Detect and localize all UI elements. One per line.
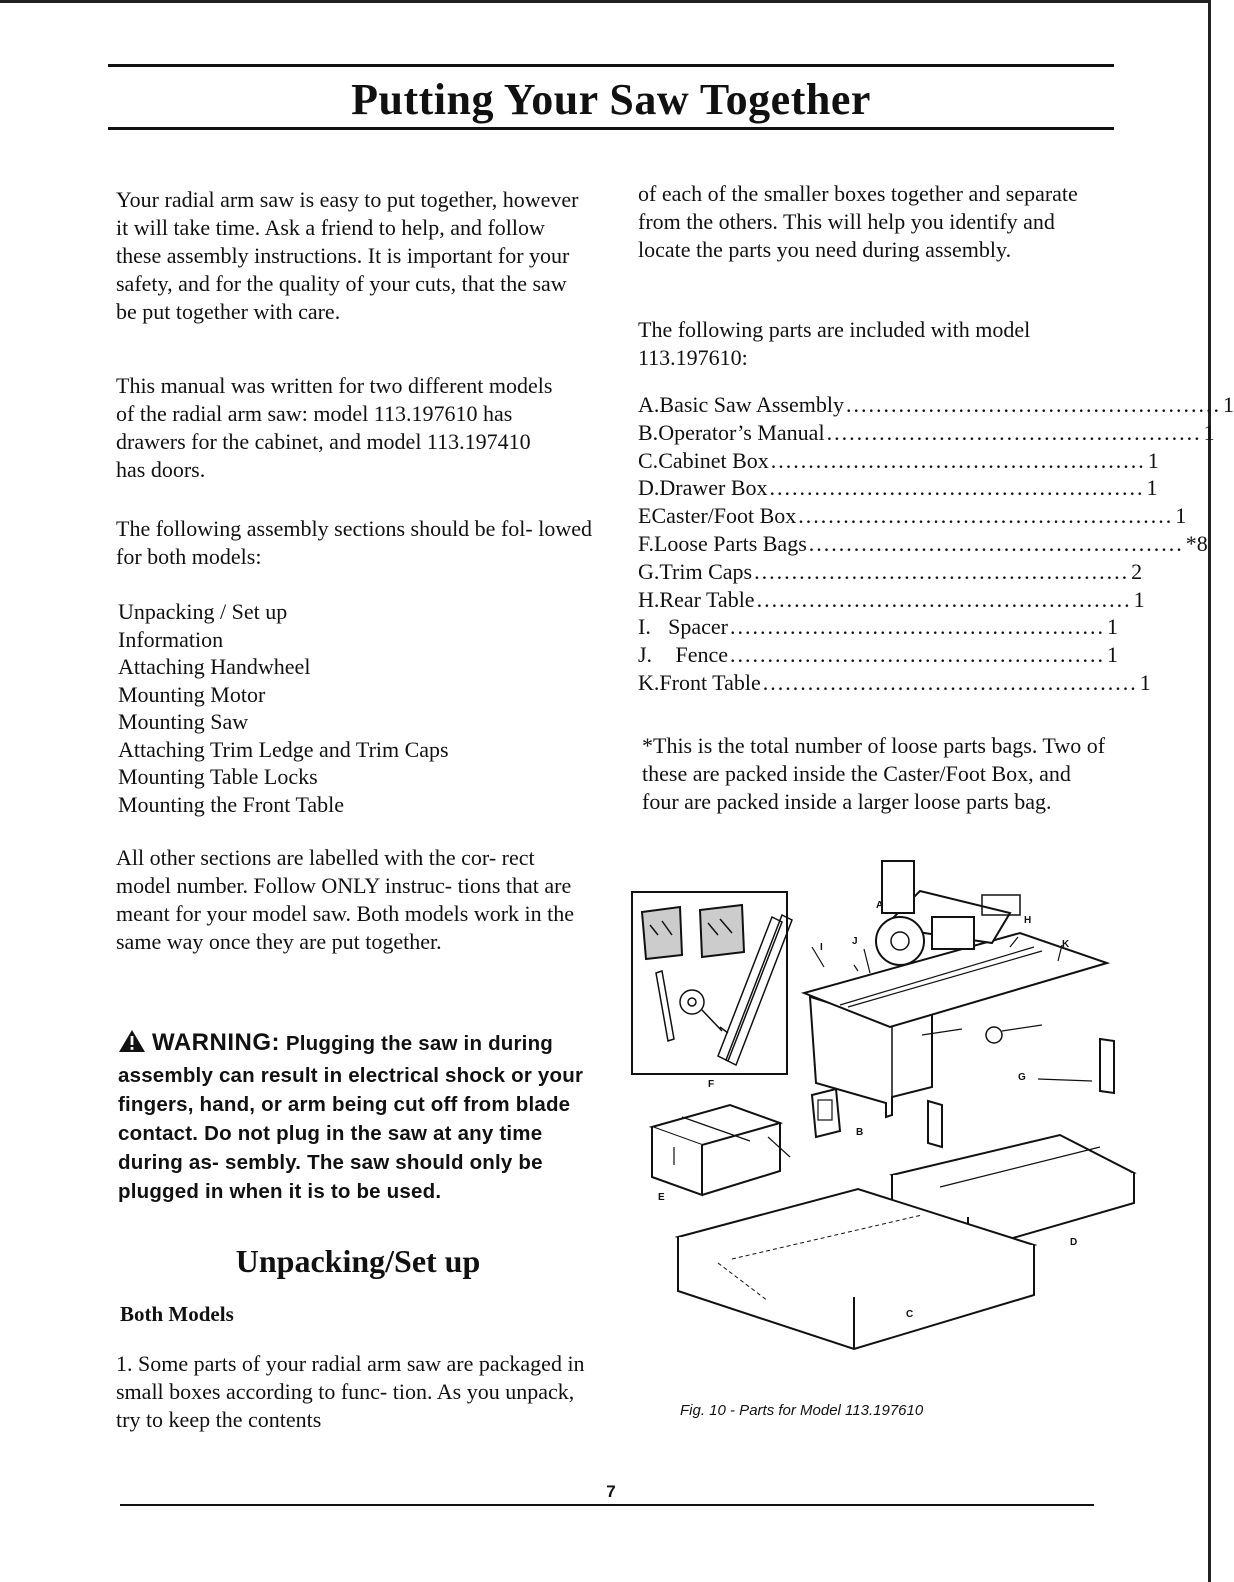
warning-block — [118, 1028, 588, 1206]
list-item — [638, 614, 1118, 642]
leader-dots: .................................................. — [798, 503, 1174, 529]
models-paragraph: This manual was written for two different models of the radial arm saw: model 113.197610 has drawers for the cabinet, and model 113.197410 has doors. — [116, 373, 553, 482]
page-top-edge — [0, 0, 1210, 3]
page-title: Putting Your Saw Together — [351, 75, 871, 124]
part-quantity: 1 — [1107, 614, 1118, 640]
list-item — [638, 447, 1159, 476]
part-name: Cabinet Box — [658, 447, 769, 473]
footer-rule — [120, 1504, 1094, 1506]
part-quantity: 2 — [1131, 558, 1143, 584]
list-item — [638, 475, 1158, 503]
list-item: Information — [118, 626, 224, 652]
continued-paragraph: of each of the smaller boxes together and separate from the others. This will help you identify and locate the parts you need during assembly. — [638, 181, 1078, 262]
figure-label-a: A — [876, 900, 884, 911]
saw-motor — [932, 917, 974, 949]
leader-dots: .................................................. — [826, 419, 1202, 445]
part-name: Trim Caps — [659, 558, 753, 584]
part-quantity: 1 — [1203, 419, 1215, 445]
part-letter: F. — [638, 530, 654, 556]
figure-label-e: E — [658, 1192, 665, 1203]
list-item: Mounting Saw — [118, 709, 249, 734]
leader-dots: .................................................. — [754, 558, 1130, 584]
list-item — [638, 503, 1187, 531]
part-letter: H. — [638, 586, 660, 612]
leader-dots: .................................................. — [845, 392, 1221, 417]
part-name: Caster/Foot Box — [651, 503, 797, 529]
list-item — [638, 669, 1151, 698]
list-item — [638, 642, 1118, 670]
leader-dots: .................................................. — [769, 475, 1145, 501]
part-name: Spacer — [668, 614, 728, 640]
handwheel-part — [680, 990, 704, 1014]
figure-label-k: K — [1062, 939, 1070, 950]
parts-bag — [642, 907, 682, 959]
page-right-edge — [1208, 0, 1211, 1582]
step-1-paragraph: 1. Some parts of your radial arm saw are packaged in small boxes according to func- tion. As you unpack, try to keep the contents — [116, 1351, 585, 1432]
figure-label-b: B — [856, 1127, 864, 1138]
both-models-heading: Both Models — [120, 1302, 234, 1326]
saw-blade-guard — [876, 917, 924, 965]
part-quantity: 1 — [1146, 475, 1158, 501]
list-item: Mounting Motor — [118, 681, 266, 707]
assembly-sections-list — [118, 598, 449, 818]
part-letter: K. — [638, 669, 660, 695]
leader-dots: .................................................. — [730, 614, 1105, 640]
figure-caption: Fig. 10 - Parts for Model 113.197610 — [680, 1402, 924, 1419]
list-item — [638, 392, 1234, 420]
page-number: 7 — [606, 1482, 616, 1501]
parts-list — [638, 392, 1234, 698]
part-quantity: 1 — [1139, 669, 1151, 695]
leader-dots: .................................................. — [756, 586, 1132, 612]
warning-text: Plugging the saw in during assembly can result in electrical shock or your fingers, hand, or arm being cut off from blade contact. Do not plug in the saw at any time during as- sembly. The saw should only be plugged in when it is to be used. — [118, 1032, 584, 1203]
figure-label-f: F — [708, 1079, 715, 1090]
list-item — [638, 530, 1208, 559]
part-name: Drawer Box — [659, 475, 768, 501]
saw-knob — [986, 1027, 1002, 1043]
part-name: Basic Saw Assembly — [659, 392, 844, 417]
figure-label-d: D — [1070, 1237, 1078, 1248]
figure-label-j: J — [852, 936, 858, 947]
intro-paragraph: Your radial arm saw is easy to put together, however it will take time. Ask a friend to help, and follow these assembly instructions. It is important for your safety, and for the quality of your cuts, that the saw be put together with care. — [116, 187, 579, 324]
part-letter: C. — [638, 447, 659, 473]
part-quantity: 1 — [1175, 503, 1187, 529]
part-letter: G. — [638, 558, 660, 584]
figure-label-g: G — [1018, 1072, 1026, 1083]
part-name: Operator’s Manual — [658, 419, 825, 445]
part-quantity: 1 — [1107, 642, 1118, 668]
part-letter: B. — [638, 419, 659, 445]
part-quantity: 1 — [1133, 586, 1145, 612]
parts-bag — [700, 905, 744, 957]
part-letter: E — [638, 503, 652, 529]
part-name: Front Table — [659, 669, 761, 695]
figure-label-h: H — [1024, 915, 1032, 926]
list-item: Unpacking / Set up — [118, 599, 288, 624]
title-top-rule — [108, 64, 1114, 67]
bracket-part — [656, 971, 674, 1041]
part-quantity: 1 — [1222, 392, 1234, 417]
part-name: Rear Table — [659, 586, 755, 612]
leader-dots: .................................................. — [762, 669, 1138, 695]
figure-label-c: C — [906, 1309, 914, 1320]
list-item: Attaching Trim Ledge and Trim Caps — [118, 736, 449, 762]
parts-illustration — [622, 855, 1142, 1375]
saw-column — [882, 861, 914, 913]
manual-book — [812, 1089, 840, 1137]
part-letter: J. — [638, 642, 653, 668]
list-item — [638, 419, 1215, 448]
list-item — [638, 558, 1143, 587]
list-item — [638, 586, 1145, 615]
parts-intro-paragraph: The following parts are included with model 113.197610: — [638, 317, 1031, 370]
part-letter: I. — [638, 614, 651, 640]
other-sections-paragraph: All other sections are labelled with the cor- rect model number. Follow ONLY instruc- tions that are meant for your model saw. Both models work in the same way once they are put together. — [116, 845, 575, 954]
sections-intro-paragraph: The following assembly sections should be fol- lowed for both models: — [116, 516, 592, 569]
list-item: Attaching Handwheel — [118, 654, 311, 679]
trim-cap — [1100, 1039, 1114, 1093]
part-name: Fence — [675, 642, 728, 668]
unpacking-heading: Unpacking/Set up — [235, 1243, 481, 1279]
title-bottom-rule — [108, 127, 1114, 130]
trim-cap — [928, 1101, 942, 1147]
leader-dots: .................................................. — [808, 530, 1184, 556]
warning-label: WARNING: — [152, 1029, 280, 1056]
part-name: Loose Parts Bags — [653, 530, 807, 556]
figure-label-i: I — [820, 942, 823, 953]
leader-dots: .................................................. — [730, 642, 1105, 668]
warning-triangle-icon — [118, 1029, 146, 1061]
leader-dots: .................................................. — [770, 447, 1146, 473]
part-letter: D. — [638, 475, 660, 501]
list-item: Mounting Table Locks — [118, 764, 318, 789]
part-quantity: 1 — [1147, 447, 1159, 473]
footnote-paragraph: *This is the total number of loose parts bags. Two of these are packed inside the Caster/Foot Box, and four are packed inside a larger loose parts bag. — [642, 733, 1106, 814]
part-quantity: *8 — [1185, 530, 1208, 556]
part-letter: A. — [638, 392, 660, 417]
list-item: Mounting the Front Table — [118, 791, 344, 817]
